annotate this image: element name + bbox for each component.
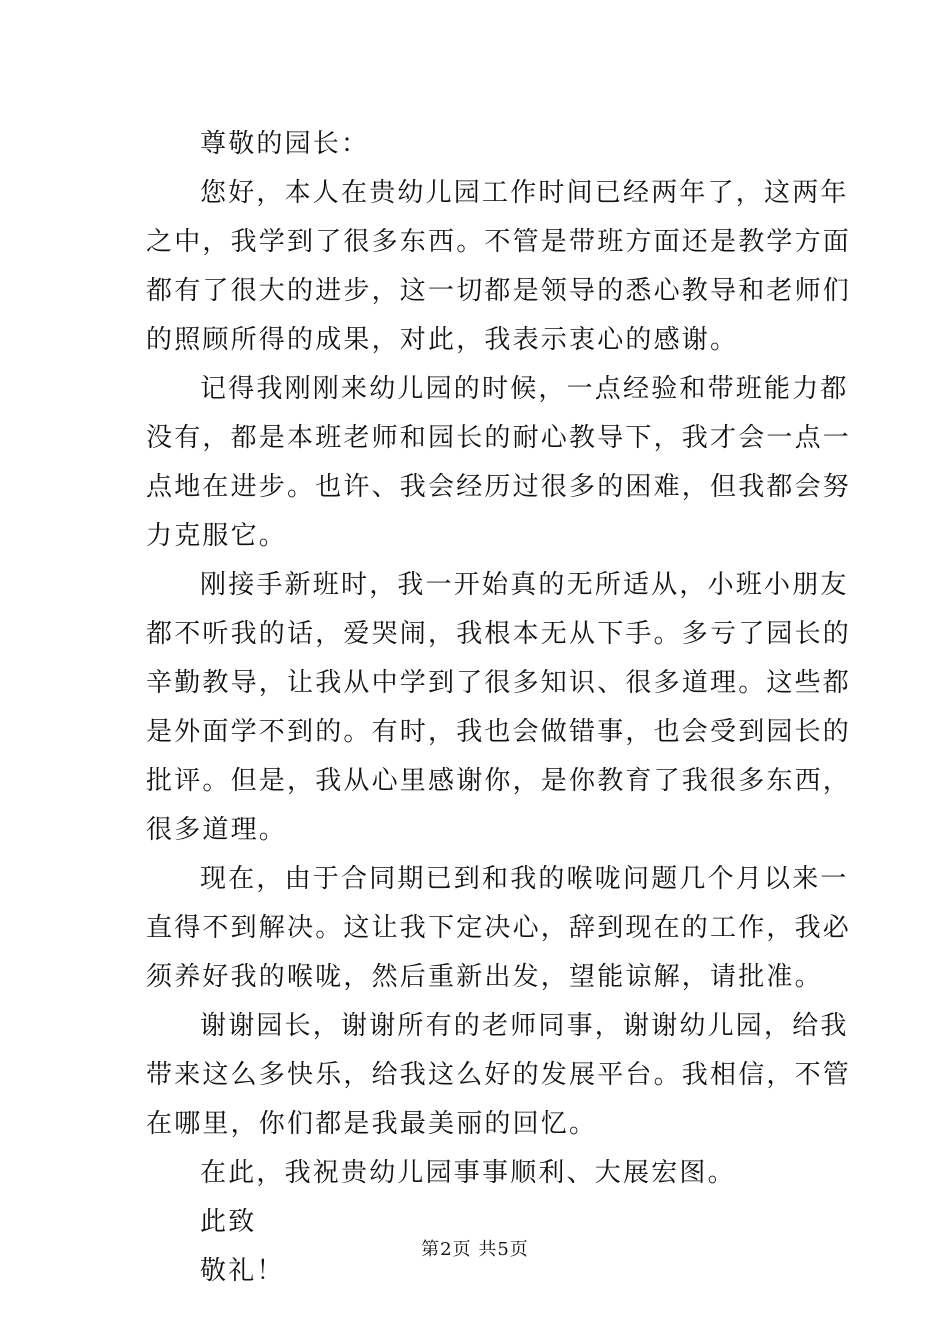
paragraph-line: 带来这么多快乐，给我这么好的发展平台。我相信，不管: [146, 1060, 852, 1090]
paragraph-line: 谢谢园长，谢谢所有的老师同事，谢谢幼儿园，给我: [200, 1011, 849, 1041]
paragraph-line: 您好，本人在贵幼儿园工作时间已经两年了，这两年: [200, 178, 849, 208]
paragraph-line: 之中，我学到了很多东西。不管是带班方面还是教学方面: [146, 227, 852, 257]
paragraph-line: 记得我刚刚来幼儿园的时候，一点经验和带班能力都: [200, 374, 849, 404]
paragraph-line: 直得不到解决。这让我下定决心，辞到现在的工作，我必: [146, 913, 852, 943]
paragraph-line: 都不听我的话，爱哭闹，我根本无从下手。多亏了园长的: [146, 619, 852, 649]
paragraph-line: 是外面学不到的。有时，我也会做错事，也会受到园长的: [146, 717, 852, 747]
paragraph-line: 刚接手新班时，我一开始真的无所适从，小班小朋友: [200, 570, 849, 600]
paragraph-line: 力克服它。: [146, 521, 288, 551]
paragraph-line: 很多道理。: [146, 815, 288, 845]
paragraph-line: 点地在进步。也许、我会经历过很多的困难，但我都会努: [146, 472, 852, 502]
paragraph-line: 都有了很大的进步，这一切都是领导的悉心教导和老师们: [146, 276, 852, 306]
letter-body: [146, 120, 852, 1296]
paragraph-line: 没有，都是本班老师和园长的耐心教导下，我才会一点一: [146, 423, 852, 453]
closing-jingli: 敬礼！: [200, 1256, 285, 1286]
paragraph-line: 现在，由于合同期已到和我的喉咙问题几个月以来一: [200, 864, 849, 894]
closing-cizhi: 此致: [200, 1207, 257, 1237]
paragraph-line: 须养好我的喉咙，然后重新出发，望能谅解，请批准。: [146, 962, 823, 992]
paragraph-line: 的照顾所得的成果，对此，我表示衷心的感谢。: [146, 325, 739, 355]
paragraph-line: 在哪里，你们都是我最美丽的回忆。: [146, 1109, 598, 1139]
page-number-footer: 第2页 共5页: [421, 1239, 529, 1260]
paragraph-line: 批评。但是，我从心里感谢你，是你教育了我很多东西，: [146, 766, 852, 796]
paragraph-line: 辛勤教导，让我从中学到了很多知识、很多道理。这些都: [146, 668, 852, 698]
closing-wish: 在此，我祝贵幼儿园事事顺利、大展宏图。: [200, 1158, 736, 1188]
salutation: 尊敬的园长：: [200, 129, 370, 159]
